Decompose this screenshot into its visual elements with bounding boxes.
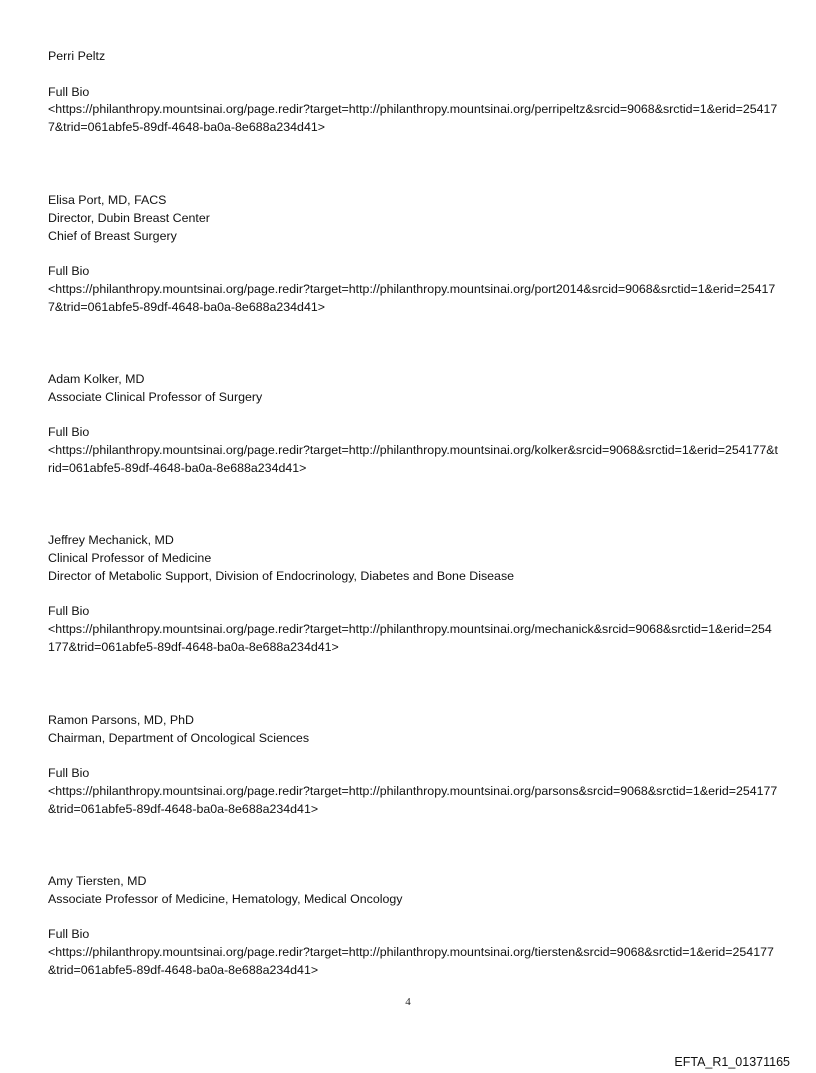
full-bio-label: Full Bio bbox=[48, 766, 90, 781]
bio-entry-kolker bbox=[48, 371, 778, 478]
page-number: 4 bbox=[405, 996, 411, 1008]
full-bio-link[interactable]: <https://philanthropy.mountsinai.org/page.redir?target=http://philanthropy.mountsinai.org/mechanick&srcid=9068&srctid=1&erid=254177&trid=061abfe5-89df-4648-ba0a-8e688a234d41> bbox=[48, 621, 772, 654]
person-name: Amy Tiersten, MD bbox=[48, 874, 147, 888]
person-name: Adam Kolker, MD bbox=[48, 372, 145, 386]
person-title: Director of Metabolic Support, Division of Endocrinology, Diabetes and Bone Disease bbox=[48, 568, 515, 583]
full-bio-label: Full Bio bbox=[48, 425, 90, 440]
person-title: Clinical Professor of Medicine bbox=[48, 550, 212, 565]
document-id: EFTA_R1_01371165 bbox=[674, 1055, 790, 1069]
full-bio-label: Full Bio bbox=[48, 604, 90, 619]
bio-entry-parsons bbox=[48, 712, 778, 819]
person-name: Perri Peltz bbox=[48, 49, 106, 63]
full-bio-label: Full Bio bbox=[48, 264, 90, 279]
full-bio-link[interactable]: <https://philanthropy.mountsinai.org/page.redir?target=http://philanthropy.mountsinai.org/tiersten&srcid=9068&srctid=1&erid=254177&trid=061abfe5-89df-4648-ba0a-8e688a234d41> bbox=[48, 945, 774, 977]
person-title: Chairman, Department of Oncological Sciences bbox=[48, 730, 310, 745]
person-title: Associate Professor of Medicine, Hematology, Medical Oncology bbox=[48, 891, 403, 906]
bio-entry-port bbox=[48, 192, 778, 317]
full-bio-link[interactable]: <https://philanthropy.mountsinai.org/page.redir?target=http://philanthropy.mountsinai.org/kolker&srcid=9068&srctid=1&erid=254177&trid=061abfe5-89df-4648-ba0a-8e688a234d41> bbox=[48, 443, 778, 475]
full-bio-label: Full Bio bbox=[48, 927, 90, 942]
full-bio-link[interactable]: <https://philanthropy.mountsinai.org/page.redir?target=http://philanthropy.mountsinai.org/perripeltz&srcid=9068&srctid=1&erid=254177&trid=061abfe5-89df-4648-ba0a-8e688a234d41> bbox=[48, 102, 778, 135]
full-bio-link[interactable]: <https://philanthropy.mountsinai.org/page.redir?target=http://philanthropy.mountsinai.org/port2014&srcid=9068&srctid=1&erid=254177&trid=061abfe5-89df-4648-ba0a-8e688a234d41> bbox=[48, 281, 776, 314]
person-title: Associate Clinical Professor of Surgery bbox=[48, 389, 263, 404]
person-name: Jeffrey Mechanick, MD bbox=[48, 533, 174, 547]
person-title: Chief of Breast Surgery bbox=[48, 228, 177, 243]
person-title: Director, Dubin Breast Center bbox=[48, 210, 210, 225]
person-name: Elisa Port, MD, FACS bbox=[48, 193, 167, 207]
bio-entry-mechanick bbox=[48, 532, 778, 657]
bio-entry-tiersten bbox=[48, 873, 778, 980]
full-bio-link[interactable]: <https://philanthropy.mountsinai.org/page.redir?target=http://philanthropy.mountsinai.org/parsons&srcid=9068&srctid=1&erid=254177&trid=061abfe5-89df-4648-ba0a-8e688a234d41> bbox=[48, 784, 778, 816]
person-name: Ramon Parsons, MD, PhD bbox=[48, 713, 194, 727]
bio-entry-peltz bbox=[48, 48, 778, 137]
full-bio-label: Full Bio bbox=[48, 84, 90, 99]
